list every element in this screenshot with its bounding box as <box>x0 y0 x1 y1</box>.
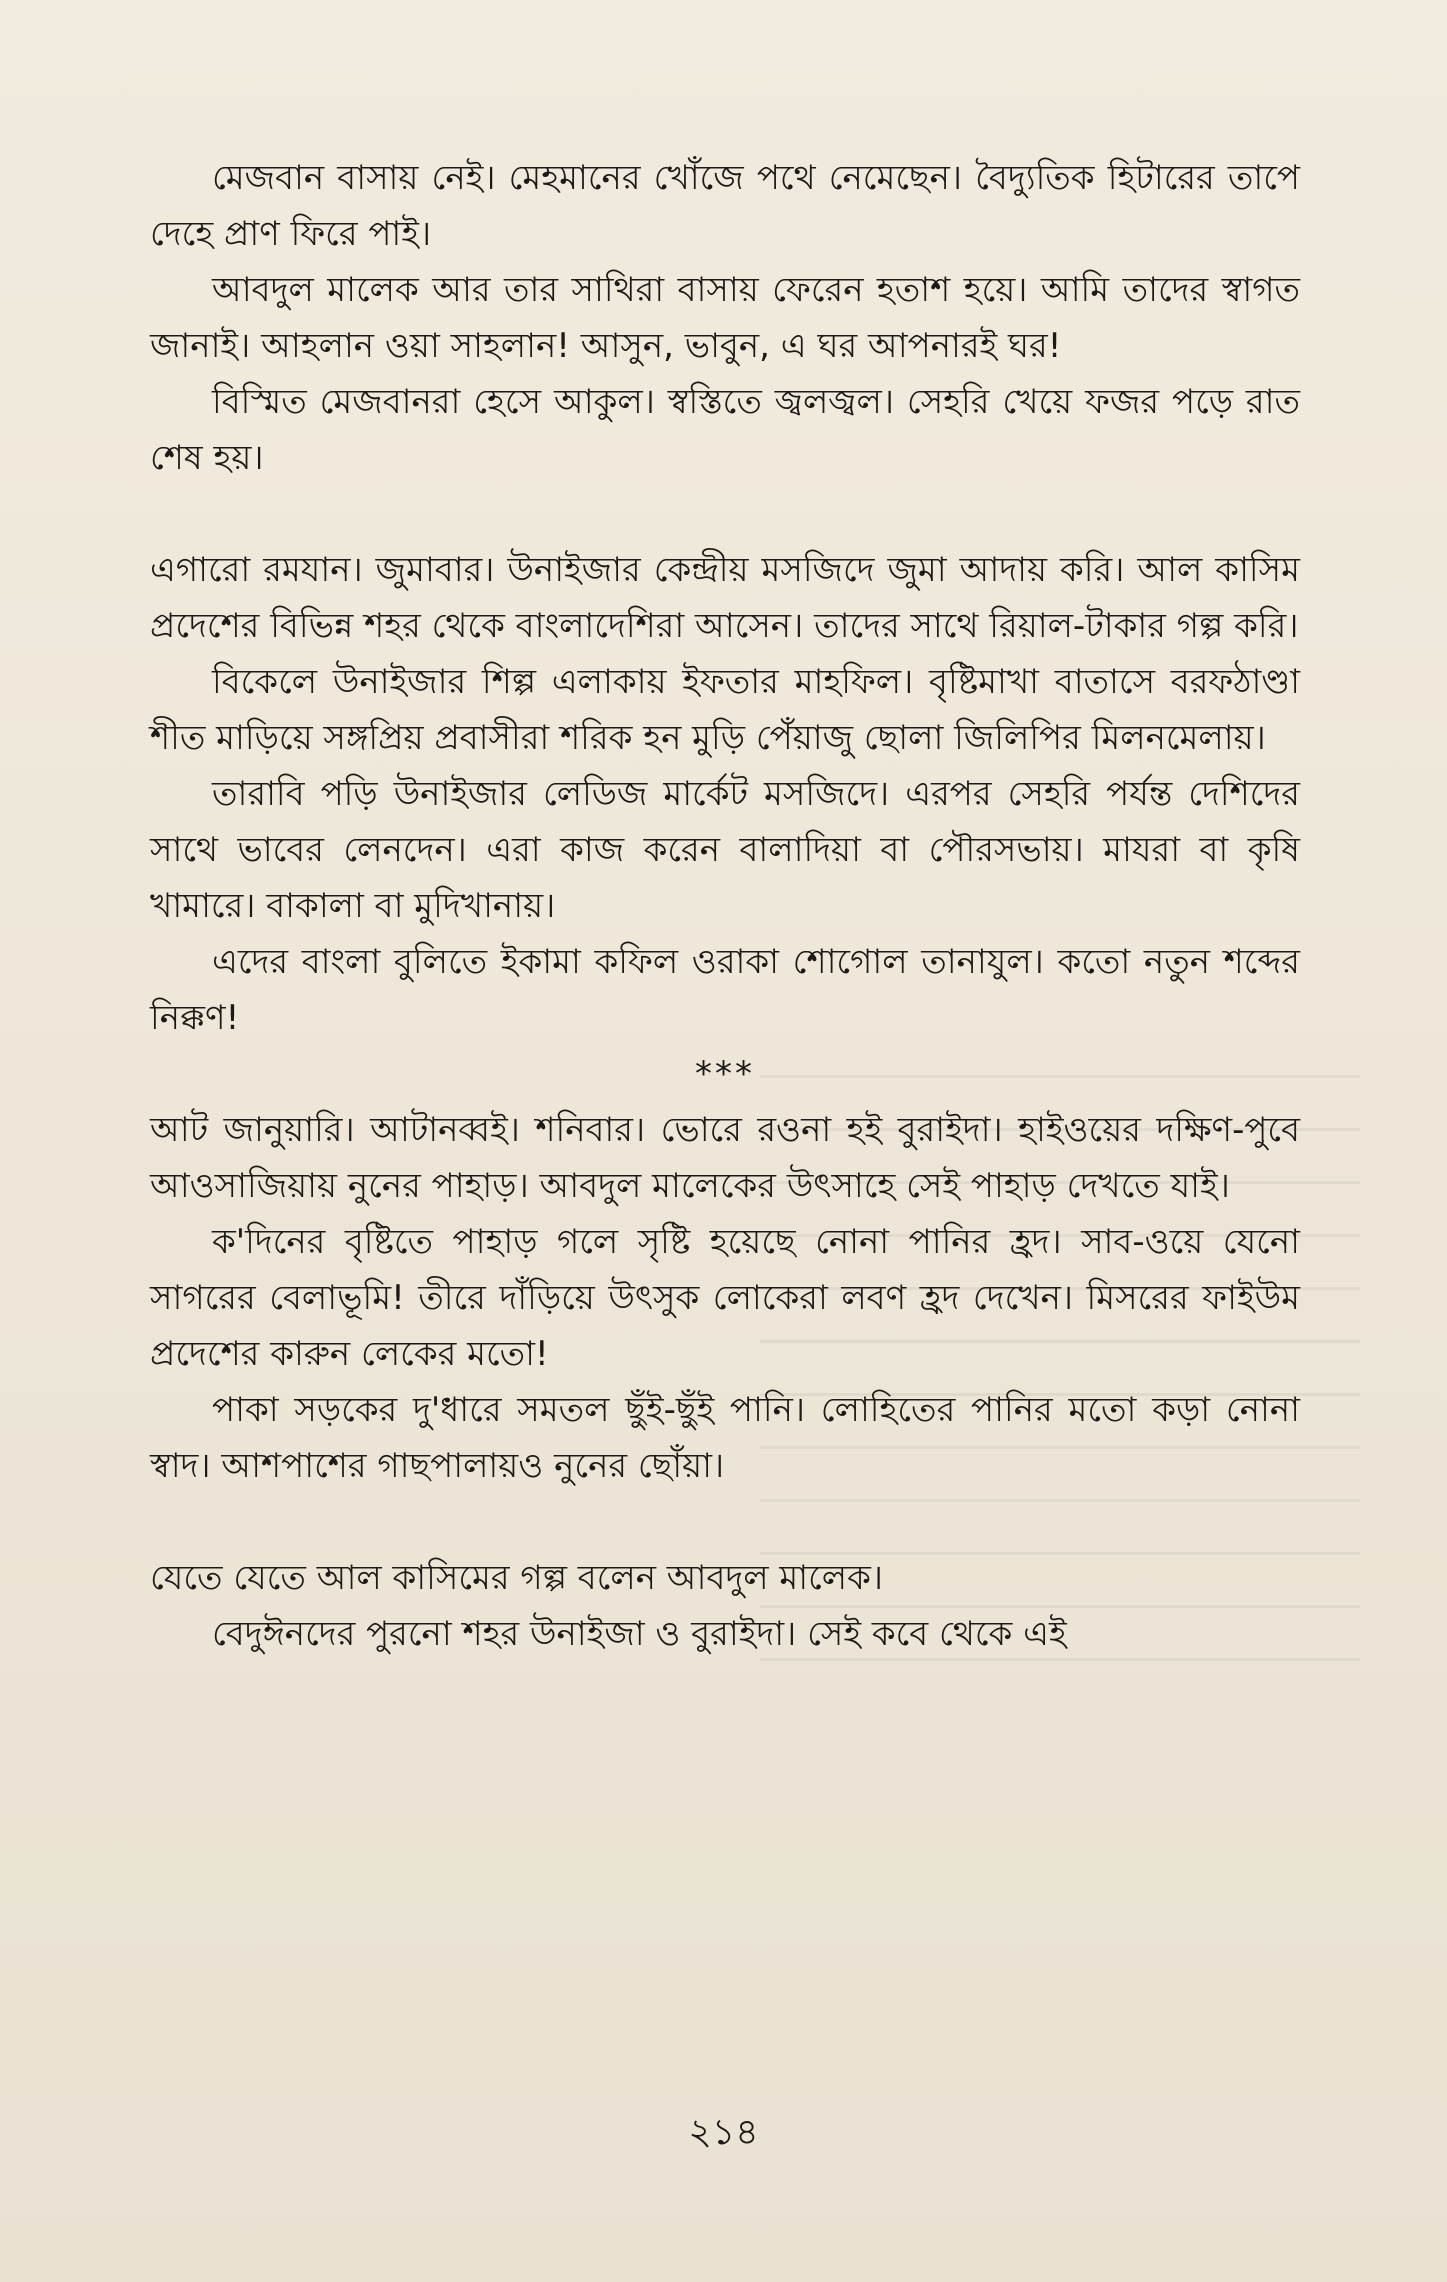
paragraph: তারাবি পড়ি উনাইজার লেডিজ মার্কেট মসজিদে। এরপর সেহরি পর্যন্ত দেশিদের সাথে ভাবের লেনদেন। এরা কাজ করেন বালাদিয়া বা পৌরসভায়। মাযরা বা কৃষি খামারে। বাকালা বা মুদিখানায়। <box>150 774 1300 926</box>
page-number: ২১৪ <box>688 2112 759 2153</box>
paragraph: এগারো রমযান। জুমাবার। উনাইজার কেন্দ্রীয় মসজিদে জুমা আদায় করি। আল কাসিম প্রদেশের বিভিন্ন শহর থেকে বাংলাদেশিরা আসেন। তাদের সাথে রিয়াল-টাকার গল্প করি। <box>150 550 1300 646</box>
paragraph: বিস্মিত মেজবানরা হেসে আকুল। স্বস্তিতে জ্বলজ্বল। সেহরি খেয়ে ফজর পড়ে রাত শেষ হয়। <box>150 382 1300 478</box>
paragraph: যেতে যেতে আল কাসিমের গল্প বলেন আবদুল মালেক। <box>150 1558 884 1598</box>
paragraph: আবদুল মালেক আর তার সাথিরা বাসায় ফেরেন হতাশ হয়ে। আমি তাদের স্বাগত জানাই। আহলান ওয়া সাহলান! আসুন, ভাবুন, এ ঘর আপনারই ঘর! <box>150 270 1300 366</box>
paragraph: আট জানুয়ারি। আটানব্বই। শনিবার। ভোরে রওনা হই বুরাইদা। হাইওয়ের দক্ষিণ-পুবে আওসাজিয়ায় নুনের পাহাড়। আবদুল মালেকের উৎসাহে সেই পাহাড় দেখতে যাই। <box>150 1110 1300 1206</box>
paragraph: মেজবান বাসায় নেই। মেহমানের খোঁজে পথে নেমেছেন। বৈদ্যুতিক হিটারের তাপে দেহে প্রাণ ফিরে পাই। <box>150 158 1300 254</box>
paragraph: পাকা সড়কের দু'ধারে সমতল ছুঁই-ছুঁই পানি। লোহিতের পানির মতো কড়া নোনা স্বাদ। আশপাশের গাছপালায়ও নুনের ছোঁয়া। <box>150 1390 1300 1486</box>
page-body-text <box>150 150 1300 1662</box>
paragraph: এদের বাংলা বুলিতে ইকামা কফিল ওরাকা শোগোল তানাযুল। কতো নতুন শব্দের নিক্কণ! <box>150 942 1300 1038</box>
paragraph: বেদুঈনদের পুরনো শহর উনাইজা ও বুরাইদা। সেই কবে থেকে এই <box>212 1614 1067 1654</box>
paragraph: ক'দিনের বৃষ্টিতে পাহাড় গলে সৃষ্টি হয়েছে নোনা পানির হ্রদ। সাব-ওয়ে যেনো সাগরের বেলাভূমি! তীরে দাঁড়িয়ে উৎসুক লোকেরা লবণ হ্রদ দেখেন। মিসরের ফাইউম প্রদেশের কারুন লেকের মতো! <box>150 1222 1300 1374</box>
section-gap <box>150 486 1300 542</box>
section-gap <box>150 1494 1300 1550</box>
section-separator: *** <box>695 1054 755 1094</box>
paragraph: বিকেলে উনাইজার শিল্প এলাকায় ইফতার মাহফিল। বৃষ্টিমাখা বাতাসে বরফঠাণ্ডা শীত মাড়িয়ে সঙ্গপ্রিয় প্রবাসীরা শরিক হন মুড়ি পেঁয়াজু ছোলা জিলিপির মিলনমেলায়। <box>150 662 1300 758</box>
